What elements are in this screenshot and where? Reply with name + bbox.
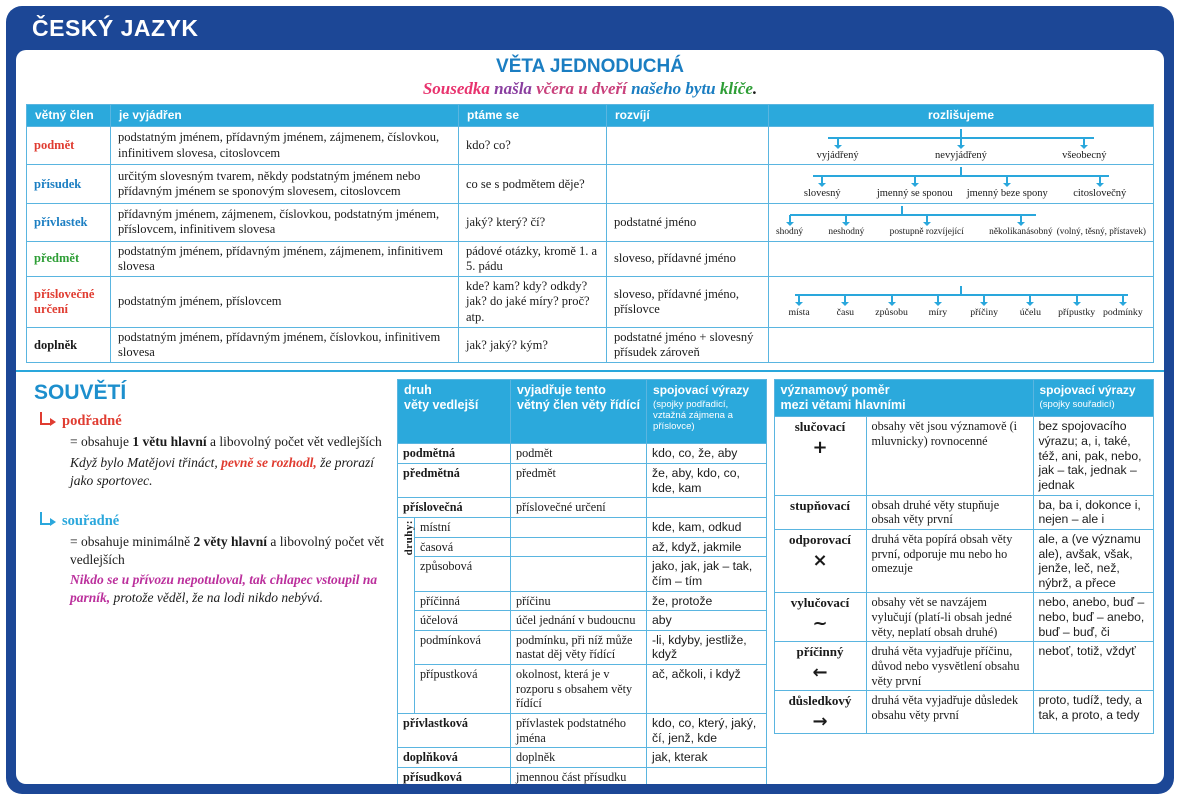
table-row bbox=[774, 691, 1154, 734]
table-row-privlastek bbox=[27, 204, 1154, 241]
col-header-je-vyjadren: je vyjádřen bbox=[111, 105, 459, 127]
table-row bbox=[398, 611, 767, 631]
spojky-cell: neboť, totiž, vždyť bbox=[1033, 642, 1154, 691]
diagram-item: účelu bbox=[1007, 295, 1053, 319]
pomer-name-cell: příčinný ← bbox=[774, 642, 866, 691]
example-text: Když bylo Matějovi třináct, bbox=[70, 454, 222, 470]
vedlejsi-vety-table bbox=[397, 379, 767, 784]
clen-cell: jmennou část přísudku bbox=[511, 767, 647, 784]
col-header-rozlisujeme: rozlišujeme bbox=[769, 105, 1154, 127]
rozlisujeme-cell bbox=[769, 165, 1154, 204]
spojky-cell: ale, a (ve významu ale), avšak, však, jenže, leč, než, nýbrž, a přece bbox=[1033, 529, 1154, 593]
definition-bold: 1 větu hlavní bbox=[132, 434, 207, 450]
arrow-down-icon bbox=[821, 176, 823, 184]
druh-cell: způsobová bbox=[415, 557, 511, 591]
clen-cell: přívlastek podstatného jména bbox=[511, 714, 647, 748]
col-header-ptame-se: ptáme se bbox=[459, 105, 607, 127]
ptame-se-cell: jaký? který? čí? bbox=[459, 204, 607, 241]
clen-cell: podmínku, při níž může nastat děj věty řídící bbox=[511, 630, 647, 664]
druh-cell: podmínková bbox=[415, 630, 511, 664]
row-label-prisudek: přísudek bbox=[27, 165, 111, 204]
table-row bbox=[398, 518, 767, 538]
definition-text: a libovolný počet vět vedlejších bbox=[70, 534, 384, 567]
arrow-down-icon bbox=[891, 295, 893, 303]
arrow-down-icon bbox=[844, 295, 846, 303]
spojky-cell bbox=[647, 498, 766, 518]
table-row bbox=[398, 630, 767, 664]
arrow-down-icon bbox=[1029, 295, 1031, 303]
druhy-rotated-label: druhy: bbox=[398, 518, 415, 714]
diagram-item: příčiny bbox=[961, 295, 1007, 319]
sentence-verb: našla bbox=[494, 79, 532, 98]
spojky-cell: jak, kterak bbox=[647, 748, 766, 768]
section-divider bbox=[16, 370, 1164, 372]
table-row bbox=[398, 767, 767, 784]
bottom-section bbox=[26, 379, 1154, 784]
ptame-se-cell: jak? jaký? kým? bbox=[459, 327, 607, 363]
section-title-souveti: SOUVĚTÍ bbox=[34, 381, 127, 405]
definition-bold: 2 věty hlavní bbox=[193, 534, 267, 550]
souradne-example bbox=[70, 571, 388, 606]
spojky-cell: jako, jak, jak – tak, čím – tím bbox=[647, 557, 766, 591]
header-line: významový poměr bbox=[780, 383, 890, 398]
table-row bbox=[398, 444, 767, 464]
example-text: protože věděl, že na lodi nikdo nebývá. bbox=[110, 589, 323, 605]
clen-cell: příslovečné určení bbox=[511, 498, 647, 518]
arrow-down-icon bbox=[1083, 138, 1085, 146]
spojky-cell: -li, kdyby, jestliže, když bbox=[647, 630, 766, 664]
diagram-item: jmenný se sponou bbox=[869, 176, 962, 201]
spojky-cell: nebo, anebo, buď – nebo, buď – anebo, buď – buď, či bbox=[1033, 593, 1154, 642]
spojky-cell: kdo, co, který, jaký, čí, jenž, kde bbox=[647, 714, 766, 748]
druh-cell: příslovečná bbox=[398, 498, 511, 518]
rozviji-cell bbox=[607, 165, 769, 204]
pomer-desc-cell: druhá věta vyjadřuje příčinu, důvod nebo vysvětlení obsahu věty první bbox=[866, 642, 1033, 691]
table-row bbox=[398, 464, 767, 498]
content-sheet bbox=[16, 50, 1164, 784]
arrow-down-icon bbox=[1099, 176, 1101, 184]
header-note: (spojky podřadicí, vztažná zájmena a příslovce) bbox=[653, 398, 734, 433]
druh-cell: místní bbox=[415, 518, 511, 538]
ptame-se-cell: kde? kam? kdy? odkdy? jak? do jaké míry? proč? atp. bbox=[459, 277, 607, 328]
header-line: mezi větami hlavními bbox=[780, 398, 906, 413]
cross-icon: × bbox=[812, 549, 828, 571]
rozlisujeme-cell bbox=[769, 126, 1154, 165]
druh-cell: předmětná bbox=[398, 464, 511, 498]
table-header-row bbox=[398, 380, 767, 444]
podmet-types-diagram bbox=[776, 129, 1146, 163]
pomer-desc-cell: druhá věta vyjadřuje důsledek obsahu věty první bbox=[866, 691, 1033, 734]
table-row bbox=[398, 537, 767, 557]
table-row bbox=[398, 557, 767, 591]
clen-cell bbox=[511, 557, 647, 591]
header-title: spojovací výrazy bbox=[1039, 383, 1136, 398]
left-arrow-icon: ← bbox=[812, 662, 828, 683]
header-title: spojovací výrazy bbox=[653, 383, 750, 398]
souradne-heading bbox=[34, 513, 388, 530]
vyjadren-cell: přídavným jménem, zájmenem, číslovkou, podstatným jménem, příslovcem, infinitivem slovesa bbox=[111, 204, 459, 241]
col-header-druh bbox=[398, 380, 511, 444]
druh-cell: doplňková bbox=[398, 748, 511, 768]
definition-text: a libovolný počet vět vedlejších bbox=[206, 434, 382, 450]
arrow-down-icon bbox=[798, 295, 800, 303]
tilde-icon: ~ bbox=[812, 613, 828, 635]
clen-cell: příčinu bbox=[511, 591, 647, 611]
diagram-item: míry bbox=[915, 295, 961, 319]
diagram-item: jmenný beze spony bbox=[961, 176, 1054, 201]
vyjadren-cell: podstatným jménem, příslovcem bbox=[111, 277, 459, 328]
druh-cell: příčinná bbox=[415, 591, 511, 611]
ptame-se-cell: co se s podmětem děje? bbox=[459, 165, 607, 204]
col-header-vyznamovy-pomer bbox=[774, 380, 1033, 417]
spojky-cell: ba, ba i, dokonce i, nejen – ale i bbox=[1033, 495, 1154, 529]
example-main-clauses: Nikdo se u přívozu nepotuloval, tak chlapec vstoupil na parník, bbox=[70, 572, 378, 605]
spojky-cell: aby bbox=[647, 611, 766, 631]
rozviji-cell: podstatné jméno + slovesný přísudek zároveň bbox=[607, 327, 769, 363]
druh-cell: přísudková bbox=[398, 767, 511, 784]
table-row bbox=[774, 642, 1154, 691]
spojky-cell: až, když, jakmile bbox=[647, 537, 766, 557]
diagram-item: způsobu bbox=[869, 295, 915, 319]
diagram-item: neshodný bbox=[828, 215, 864, 238]
rozviji-cell bbox=[607, 126, 769, 165]
row-label-privlastek: přívlastek bbox=[27, 204, 111, 241]
col-header-spojovaci-vyrazy bbox=[1033, 380, 1154, 417]
page-title: ČESKÝ JAZYK bbox=[32, 14, 199, 41]
row-label-predmet: předmět bbox=[27, 241, 111, 277]
arrow-down-icon bbox=[1006, 176, 1008, 184]
podradne-label: podřadné bbox=[62, 413, 122, 430]
spojky-cell: že, aby, kdo, co, kde, kam bbox=[647, 464, 766, 498]
vyjadren-cell: určitým slovesným tvarem, někdy podstatným jménem nebo přídavným jménem se sponovým slovesem, citoslovcem bbox=[111, 165, 459, 204]
privlastek-types-diagram bbox=[776, 206, 1146, 238]
example-text: že prorazí jako sportovec. bbox=[70, 454, 374, 488]
privlastek-types-note: (volný, těsný, přístavek) bbox=[1056, 226, 1146, 237]
rozlisujeme-cell bbox=[769, 327, 1154, 363]
ptame-se-cell: kdo? co? bbox=[459, 126, 607, 165]
podradne-definition bbox=[70, 433, 388, 451]
col-header-rozviji: rozvíjí bbox=[607, 105, 769, 127]
sentence-adverbial: včera u dveří bbox=[536, 79, 627, 98]
corner-arrow-icon bbox=[34, 415, 56, 429]
table-row bbox=[774, 593, 1154, 642]
ptame-se-cell: pádové otázky, kromě 1. a 5. pádu bbox=[459, 241, 607, 277]
diagram-item: citoslovečný bbox=[1054, 176, 1147, 201]
pomery-vet-hlavnich-table bbox=[774, 379, 1155, 733]
druh-cell: časová bbox=[415, 537, 511, 557]
row-label-doplnek: doplněk bbox=[27, 327, 111, 363]
table-row bbox=[774, 495, 1154, 529]
table-row-prislovecne-urceni bbox=[27, 277, 1154, 328]
sentence-period: . bbox=[752, 79, 758, 98]
pomer-desc-cell: druhá věta popírá obsah věty první, odporuje mu nebo ho omezuje bbox=[866, 529, 1033, 593]
pomer-name-cell: vylučovací ~ bbox=[774, 593, 866, 642]
rozlisujeme-cell bbox=[769, 241, 1154, 277]
poster-frame bbox=[6, 6, 1174, 794]
prisudek-types-diagram bbox=[776, 167, 1146, 201]
souradne-definition bbox=[70, 533, 388, 568]
spojky-cell: že, protože bbox=[647, 591, 766, 611]
podradne-example bbox=[70, 454, 388, 489]
clen-cell: doplněk bbox=[511, 748, 647, 768]
diagram-item: podmínky bbox=[1100, 295, 1146, 319]
col-header-spojovaci-vyrazy bbox=[647, 380, 766, 444]
podradne-heading bbox=[34, 413, 388, 430]
diagram-item: slovesný bbox=[776, 176, 869, 201]
pomer-desc-cell: obsahy vět jsou významově (i mluvnicky) rovnocenné bbox=[866, 417, 1033, 495]
diagram-item: času bbox=[822, 295, 868, 319]
rozlisujeme-cell bbox=[769, 277, 1154, 328]
druh-cell: přívlastková bbox=[398, 714, 511, 748]
definition-text: = obsahuje minimálně bbox=[70, 534, 194, 550]
col-header-vyjadruje: vyjadřuje tento větný člen věty řídící bbox=[511, 380, 647, 444]
clen-cell: účel jednání v budoucnu bbox=[511, 611, 647, 631]
table-row bbox=[398, 748, 767, 768]
arrow-down-icon bbox=[960, 138, 962, 146]
example-sentence bbox=[26, 79, 1154, 99]
clen-cell: předmět bbox=[511, 464, 647, 498]
pomer-name-cell: odporovací × bbox=[774, 529, 866, 593]
prislovecne-types-diagram bbox=[776, 286, 1146, 319]
arrow-down-icon bbox=[1020, 215, 1022, 223]
arrow-down-icon bbox=[845, 215, 847, 223]
table-row bbox=[398, 591, 767, 611]
right-arrow-icon: → bbox=[812, 710, 828, 732]
arrow-down-icon bbox=[837, 138, 839, 146]
corner-arrow-icon bbox=[34, 515, 56, 529]
druh-cell: přípustková bbox=[415, 665, 511, 714]
clen-cell: okolnost, která je v rozporu s obsahem věty řídící bbox=[511, 665, 647, 714]
spojky-cell: kdo, co, že, aby bbox=[647, 444, 766, 464]
rozlisujeme-cell bbox=[769, 204, 1154, 241]
table-row bbox=[398, 714, 767, 748]
vyjadren-cell: podstatným jménem, přídavným jménem, zájmenem, infinitivem slovesa bbox=[111, 241, 459, 277]
diagram-item: postupně rozvíjející bbox=[890, 215, 964, 238]
sentence-attribute: našeho bytu bbox=[631, 79, 716, 98]
diagram-item: přípustky bbox=[1054, 295, 1100, 319]
spojky-cell bbox=[647, 767, 766, 784]
spojky-cell: bez spojovacího výrazu; a, i, také, též, ani, pak, nebo, jak – tak, jednak – jednak bbox=[1033, 417, 1154, 495]
rozviji-cell: sloveso, přídavné jméno bbox=[607, 241, 769, 277]
clen-cell bbox=[511, 537, 647, 557]
pomer-desc-cell: obsahy vět se navzájem vylučují (platí-li obsah jedné věty, neplatí obsah druhé) bbox=[866, 593, 1033, 642]
table-row-predmet bbox=[27, 241, 1154, 277]
diagram-item: nevyjádřený bbox=[899, 138, 1022, 163]
table-header-row bbox=[27, 105, 1154, 127]
druh-cell: účelová bbox=[415, 611, 511, 631]
table-row-prisudek bbox=[27, 165, 1154, 204]
table-row bbox=[774, 417, 1154, 495]
table-row bbox=[774, 529, 1154, 593]
arrow-down-icon bbox=[789, 215, 791, 223]
arrow-down-icon bbox=[937, 295, 939, 303]
vyjadren-cell: podstatným jménem, přídavným jménem, číslovkou, infinitivem slovesa bbox=[111, 327, 459, 363]
rozviji-cell: sloveso, přídavné jméno, příslovce bbox=[607, 277, 769, 328]
arrow-down-icon bbox=[926, 215, 928, 223]
spojky-cell: ač, ačkoli, i když bbox=[647, 665, 766, 714]
clen-cell bbox=[511, 518, 647, 538]
spojky-cell: kde, kam, odkud bbox=[647, 518, 766, 538]
col-header-vetny-clen: větný člen bbox=[27, 105, 111, 127]
pomer-name-cell: slučovací + bbox=[774, 417, 866, 495]
pomer-name-cell: důsledkový → bbox=[774, 691, 866, 734]
header-line: věty vedlejší bbox=[404, 398, 479, 413]
vyjadren-cell: podstatným jménem, přídavným jménem, zájmenem, číslovkou, infinitivem slovesa, citoslovcem bbox=[111, 126, 459, 165]
arrow-down-icon bbox=[1076, 295, 1078, 303]
row-label-prislovecne-urceni: příslovečné určení bbox=[27, 277, 111, 328]
table-row-podmet bbox=[27, 126, 1154, 165]
arrow-down-icon bbox=[1122, 295, 1124, 303]
section-title-veta-jednoducha: VĚTA JEDNODUCHÁ bbox=[496, 56, 684, 77]
example-main-clause: pevně se rozhodl, bbox=[221, 454, 317, 470]
veta-jednoducha-section bbox=[26, 54, 1154, 363]
diagram-line bbox=[790, 214, 1036, 216]
header-line: druh bbox=[404, 383, 432, 398]
sentence-object: klíče bbox=[719, 79, 753, 98]
souveti-section bbox=[26, 379, 390, 606]
table-row bbox=[398, 665, 767, 714]
pomer-desc-cell: obsah druhé věty stupňuje obsah věty první bbox=[866, 495, 1033, 529]
pomer-name-cell: stupňovací bbox=[774, 495, 866, 529]
diagram-item: místa bbox=[776, 295, 822, 319]
app-header bbox=[6, 6, 1174, 50]
header-note: (spojky souřadicí) bbox=[1039, 398, 1115, 410]
diagram-item: všeobecný bbox=[1023, 138, 1146, 163]
druh-cell: podmětná bbox=[398, 444, 511, 464]
row-label-podmet: podmět bbox=[27, 126, 111, 165]
rozviji-cell: podstatné jméno bbox=[607, 204, 769, 241]
arrow-down-icon bbox=[914, 176, 916, 184]
table-header-row bbox=[774, 380, 1154, 417]
sentence-members-table bbox=[26, 104, 1154, 363]
clen-cell: podmět bbox=[511, 444, 647, 464]
diagram-item: vyjádřený bbox=[776, 138, 899, 163]
diagram-line bbox=[813, 175, 1109, 177]
table-row bbox=[398, 498, 767, 518]
diagram-item: shodný bbox=[776, 215, 803, 238]
sentence-subject: Sousedka bbox=[422, 79, 490, 98]
table-row-doplnek bbox=[27, 327, 1154, 363]
spojky-cell: proto, tudíž, tedy, a tak, a proto, a tedy bbox=[1033, 691, 1154, 734]
diagram-item: několikanásobný bbox=[989, 215, 1053, 238]
definition-text: = obsahuje bbox=[70, 434, 133, 450]
arrow-down-icon bbox=[983, 295, 985, 303]
plus-icon: + bbox=[812, 437, 828, 459]
souradne-label: souřadné bbox=[62, 513, 120, 530]
